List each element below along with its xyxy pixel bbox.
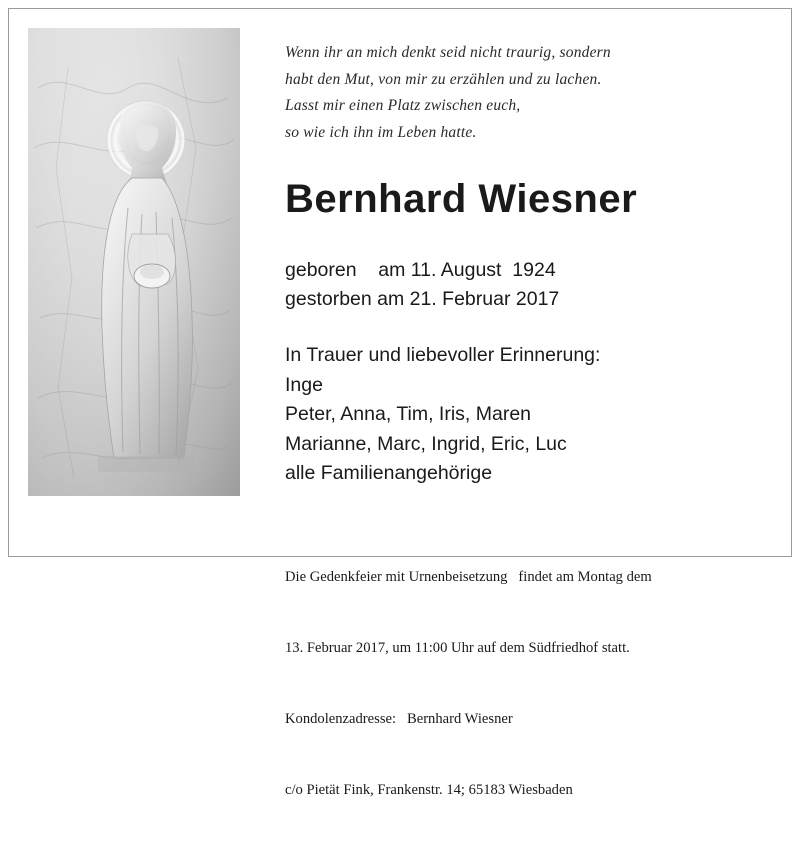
- birth-date: geboren am 11. August 1924: [285, 258, 556, 281]
- mourning-intro: In Trauer und liebevoller Erinnerung:: [285, 343, 601, 366]
- service-details: [285, 519, 765, 850]
- mourner-line: Marianne, Marc, Ingrid, Eric, Luc: [285, 432, 567, 455]
- memorial-relief-image: [28, 28, 240, 496]
- condolence-address: c/o Pietät Fink, Frankenstr. 14; 65183 Wiesbaden: [285, 782, 573, 799]
- poem-line: Lasst mir einen Platz zwischen euch,: [285, 97, 521, 115]
- service-line: 13. Februar 2017, um 11:00 Uhr auf dem Südfriedhof statt.: [285, 640, 630, 657]
- deceased-name: Bernhard Wiesner: [285, 176, 638, 221]
- service-line: Die Gedenkfeier mit Urnenbeisetzung findet am Montag dem: [285, 569, 652, 586]
- poem-line: habt den Mut, von mir zu erzählen und zu lachen.: [285, 70, 602, 88]
- life-dates: [285, 256, 765, 315]
- obituary-text-column: [285, 40, 765, 850]
- mourner-line: Peter, Anna, Tim, Iris, Maren: [285, 403, 532, 426]
- poem-line: Wenn ihr an mich denkt seid nicht traurig, sondern: [285, 44, 611, 61]
- mourner-line: Inge: [285, 373, 323, 396]
- death-date: gestorben am 21. Februar 2017: [285, 288, 560, 311]
- memorial-poem: [285, 40, 765, 147]
- condolence-address-label: Kondolenzadresse: Bernhard Wiesner: [285, 711, 513, 728]
- poem-line: so wie ich ihn im Leben hatte.: [285, 123, 477, 141]
- mourners-block: [285, 341, 765, 489]
- mourner-line: alle Familienangehörige: [285, 462, 493, 485]
- praying-figure-icon: [28, 28, 240, 496]
